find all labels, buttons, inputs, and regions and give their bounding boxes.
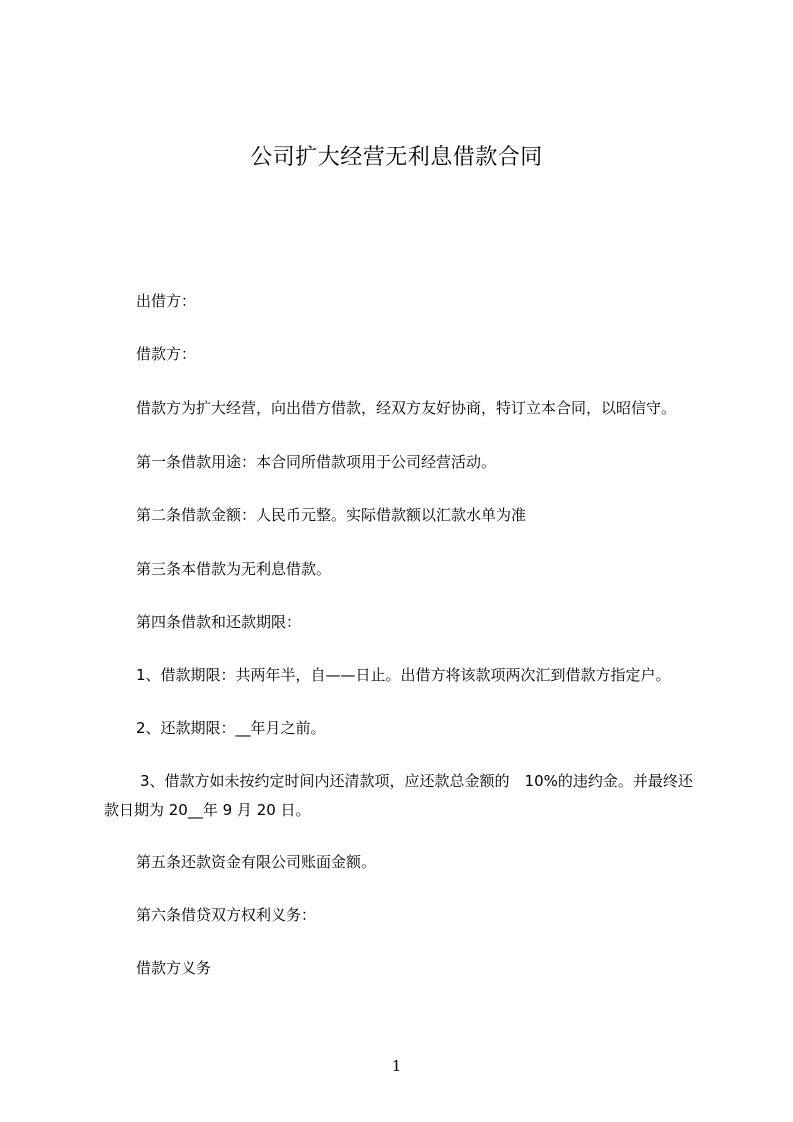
paragraph-preamble: 借款方为扩大经营，向出借方借款，经双方友好协商，特订立本合同，以昭信守。 [136, 399, 677, 417]
paragraph-article-2: 第二条借款金额：人民币元整。实际借款额以汇款水单为准 [136, 506, 527, 524]
paragraph-item-1: 1、借款期限：共两年半，自——日止。出借方将该款项两次汇到借款方指定户。 [136, 666, 671, 684]
paragraph-borrower: 借款方： [136, 345, 197, 363]
paragraph-article-5: 第五条还款资金有限公司账面金额。 [136, 853, 377, 871]
paragraph-article-3: 第三条本借款为无利息借款。 [136, 560, 332, 578]
paragraph-item-3: 3、借款方如未按约定时间内还清款项，应还款总金额的 10%的违约金。并最终还款日期为 20__年 9 月 20 日。 [104, 772, 693, 819]
paragraph-borrower-duties: 借款方义务 [136, 959, 212, 977]
paragraph-article-6: 第六条借贷双方权利义务： [136, 906, 317, 924]
paragraph-article-1: 第一条借款用途：本合同所借款项用于公司经营活动。 [136, 453, 497, 471]
page-number: 1 [391, 1057, 402, 1075]
paragraph-article-4: 第四条借款和还款期限： [136, 613, 302, 631]
document-title: 公司扩大经营无利息借款合同 [250, 145, 543, 170]
paragraph-lender: 出借方： [136, 292, 197, 310]
paragraph-item-2: 2、还款期限：__年月之前。 [136, 719, 326, 737]
